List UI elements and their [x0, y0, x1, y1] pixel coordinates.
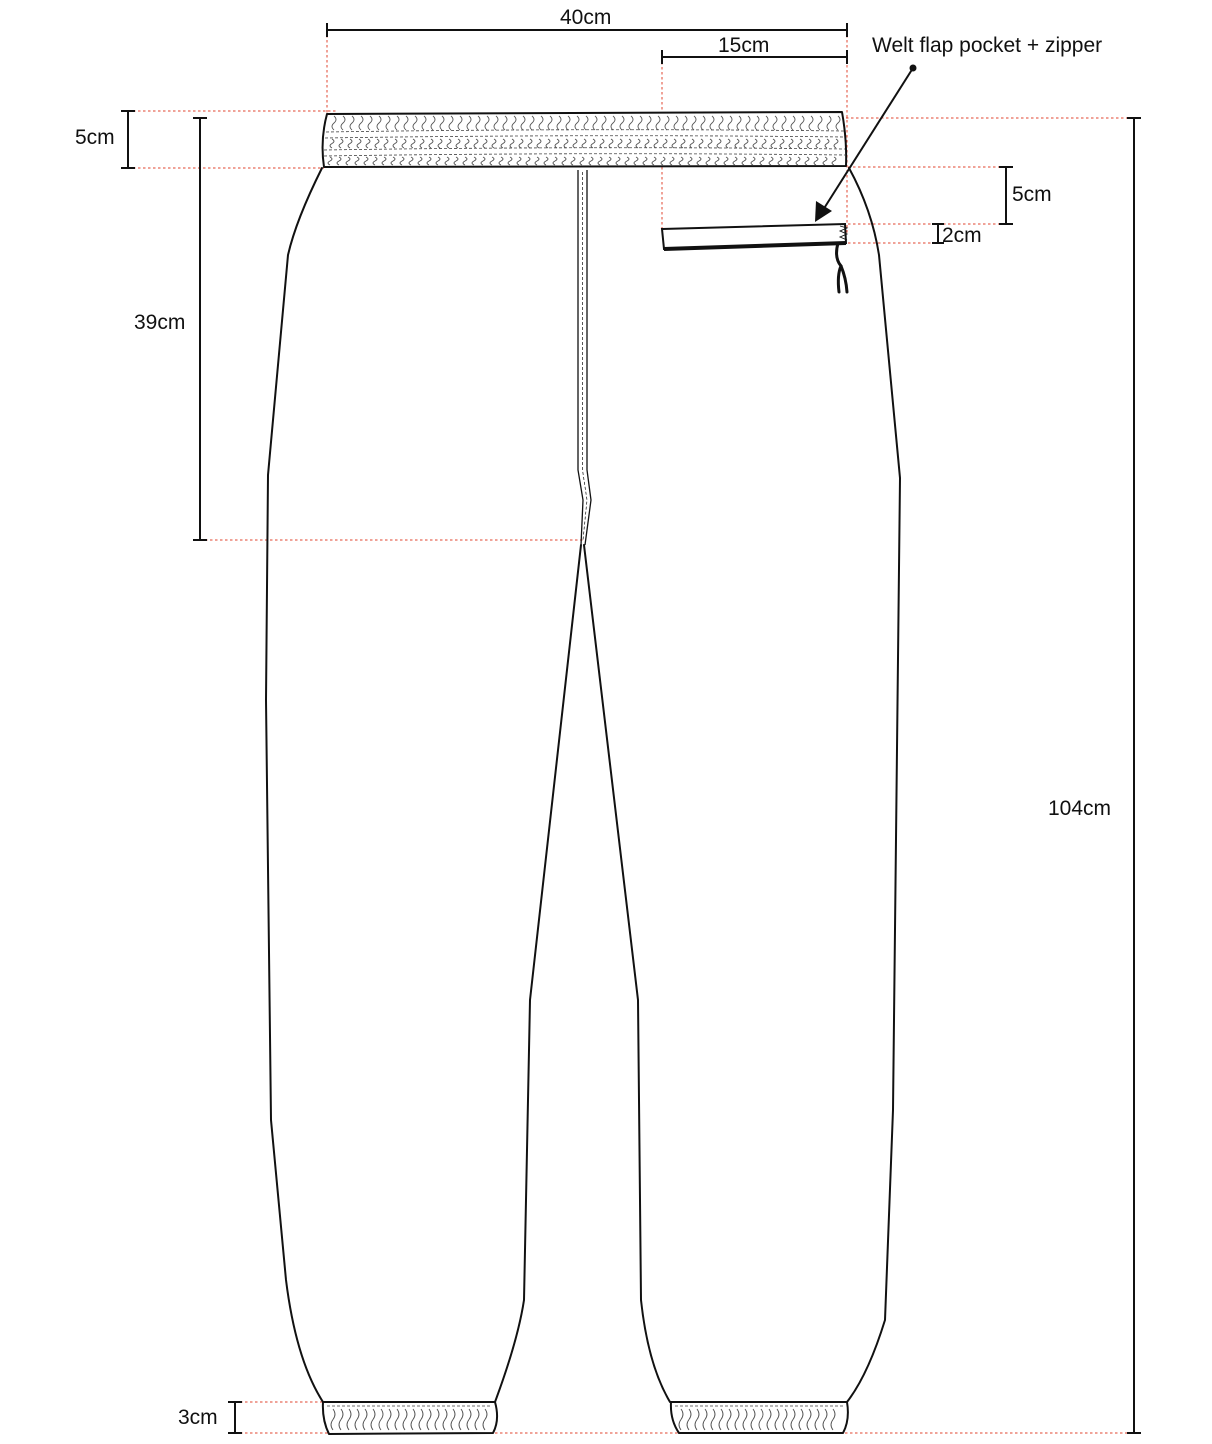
waistband-height-label: 5cm — [75, 126, 115, 149]
pocket-callout-label: Welt flap pocket + zipper — [872, 34, 1103, 57]
welt-pocket — [662, 224, 847, 249]
left-leg — [266, 168, 581, 1402]
guide-lines — [128, 30, 1134, 1433]
waist-width-label: 40cm — [560, 6, 612, 29]
pocket-width-label: 15cm — [718, 34, 770, 57]
left-cuff — [323, 1402, 497, 1434]
center-seam — [578, 170, 591, 545]
cuff-height-label: 3cm — [178, 1406, 218, 1429]
zipper-pull-icon — [837, 243, 847, 292]
total-length-label: 104cm — [1048, 797, 1112, 820]
right-leg — [584, 168, 900, 1402]
right-cuff — [671, 1402, 848, 1433]
pocket-offset-label: 5cm — [1012, 183, 1052, 206]
dimension-lines — [121, 23, 1141, 1433]
rise-label: 39cm — [134, 311, 186, 334]
pants-outline — [266, 112, 900, 1434]
pocket-opening-label: 2cm — [942, 224, 982, 247]
